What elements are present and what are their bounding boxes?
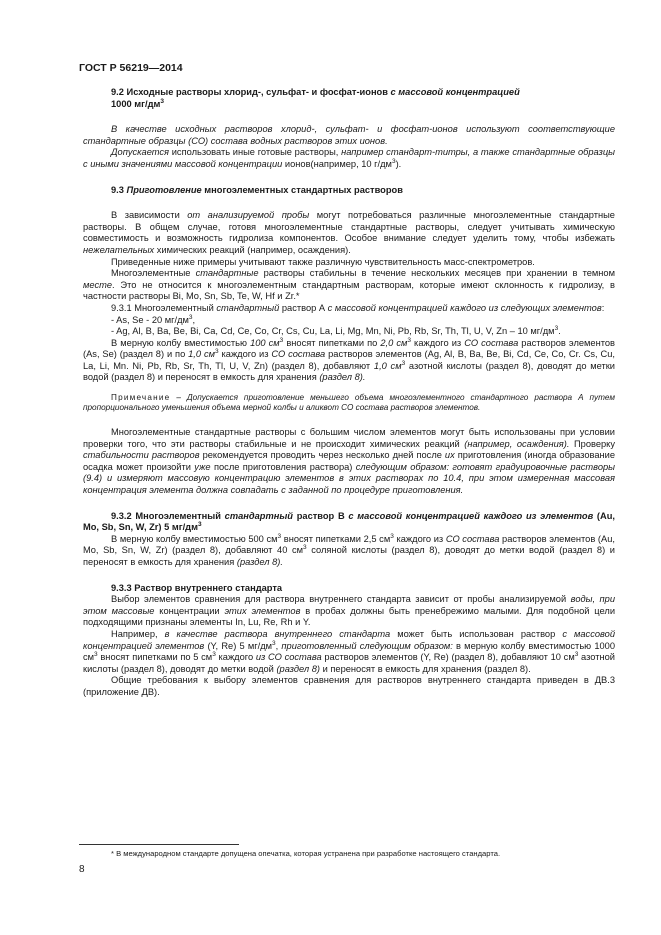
document-header: ГОСТ Р 56219—2014 [79, 62, 183, 74]
paragraph: Многоэлементные стандартные растворы с большим числом элементов могут быть использованы при условии проверки того, что эти растворы стабильные и не происходит химических реакций (например, осаждения). Проверку стабильности растворов рекомендуется проводить через несколько дней после их приготовления (иногда образование осадка может произойти уже после приготовления раствора) следующим образом: готовят градуировочные растворы (9.4) и измеряют массовую концентрацию элементов в этих растворах по 10.4, при этом измеренная массовая концентрация элемента должна совпадать с заданной по процедуре приготовления. [83, 427, 615, 496]
list-item: - As, Se - 20 $мг/дм^3$, [111, 313, 196, 325]
footnote: * В международном стандарте допущена опечатка, которая устранена при разработке настоящего стандарта. [111, 849, 501, 858]
note: Примечание – Допускается приготовление меньшего объема многоэлементного стандартного раствора А путем пропорционального уменьшения объема мерной колбы и аликвот СО состава растворов элементов. [83, 393, 615, 413]
section-9-3-3-title: 9.3.3 Раствор внутреннего стандарта [111, 582, 283, 593]
paragraph: В качестве исходных растворов хлорид-, сульфат- и фосфат-ионов используют соответствующие стандартные образцы (СО) состава водных растворов этих ионов. [83, 124, 615, 146]
paragraph: Например, в качестве раствора внутреннего стандарта может быть использован раствор с массовой концентрацией элементов (Y, Re) 5 $мг/дм^3$, приготовленный следующим образом: в мерную колбу вместимостью 1000 $см^3$ вносят пипетками по 5 $см^3$ каждого из СО состава растворов элементов (Y, Re) (раздел 8), добавляют 10 $см^3$ азотной кислоты (раздел 8), доводят до метки водой (раздел 8) и переносят в емкость для хранения (раздел 8). [83, 628, 616, 674]
paragraph: Приведенные ниже примеры учитывают также различную чувствительность масс-спектрометров. [111, 256, 535, 267]
paragraph: 9.3.1 Многоэлементный стандартный раствор А с массовой концентрацией каждого из следующих элементов: [111, 302, 605, 313]
paragraph: В зависимости от анализируемой пробы могут потребоваться различные многоэлементные стандартные растворы. В общем случае, готовя многоэлементные стандартные растворы, следует учитывать химическую совместимость и возможность гидролиза компонентов. Особое внимание следует уделить тому, чтобы избежать нежелательных химических реакций (например, осаждения). [83, 210, 615, 255]
paragraph: Общие требования к выбору элементов сравнения для растворов внутреннего стандарта приведен в ДВ.3 (приложение ДВ). [83, 675, 615, 697]
page-body [83, 87, 615, 699]
page-number: 8 [79, 864, 85, 875]
footnote-divider [79, 844, 239, 845]
paragraph: В мерную колбу вместимостью 500 $см^3$ вносят пипетками 2,5 $см^3$ каждого из СО состава растворов элементов (Au, Mo, Sb, Sn, W, Zr) (раздел 8), добавляют 40 $см^3$ соляной кислоты (раздел 8), доводят до метки водой (раздел 8) и переносят в емкость для хранения (раздел 8). [83, 532, 615, 567]
list-item: - Ag, Al, B, Ba, Be, Bi, Ca, Cd, Ce, Co, Cr, Cs, Cu, La, Li, Mg, Mn, Ni, Pb, Rb, Sr, Th, Tl, U, V, Zn – 10 $мг/дм^3$. [111, 325, 561, 337]
section-9-3-2-title: 9.3.2 Многоэлементный стандартный раствор В с массовой концентрацией каждого из элементов (Au, Mo, Sb, Sn, W, Zr) 5 $мг/дм^3$ [83, 510, 615, 533]
section-9-3-title: 9.3 Приготовление многоэлементных стандартных растворов [111, 184, 403, 195]
section-9-2-title: 9.2 Исходные растворы хлорид-, сульфат- и фосфат-ионов с массовой концентрацией 1000 $мг/дм^3$ [111, 87, 520, 109]
paragraph: В мерную колбу вместимостью 100 $см^3$ вносят пипетками по 2,0 $см^3$ каждого из СО состава растворов элементов (As, Se) (раздел 8) и по 1,0 $см^3$ каждого из СО состава растворов элементов (Ag, Al, B, Ba, Be, Bi, Cd, Ce, Co, Cr. Cs, Cu, La, Li, Mn. Ni, Pb, Rb, Sr, Th, Tl, U, V, Zn) (раздел 8), добавляют 1,0 $см^3$ азотной кислоты (раздел 8), доводят до метки водой (раздел 8) и переносят в емкость для хранения (раздел 8). [83, 336, 615, 383]
paragraph: Многоэлементные стандартные растворы стабильны в течение нескольких месяцев при хранении в темном месте. Это не относится к многоэлементным стандартным растворам, которые имеют склонность к гидролизу, в частности растворы Bi, Mo, Sn, Sb, Te, W, Hf и Zr.* [83, 268, 615, 302]
paragraph: Допускается использовать иные готовые растворы, например стандарт-титры, а также стандартные образцы с иными значениями массовой концентрации ионов(например, 10 $г/дм^3$). [83, 147, 615, 169]
paragraph: Выбор элементов сравнения для раствора внутреннего стандарта зависит от пробы анализируемой воды, при этом массовые концентрации этих элементов в пробах должны быть пренебрежимо малыми. Для подобной цели подходящими признаны элементы In, Lu, Re, Rh и Y. [83, 594, 616, 628]
